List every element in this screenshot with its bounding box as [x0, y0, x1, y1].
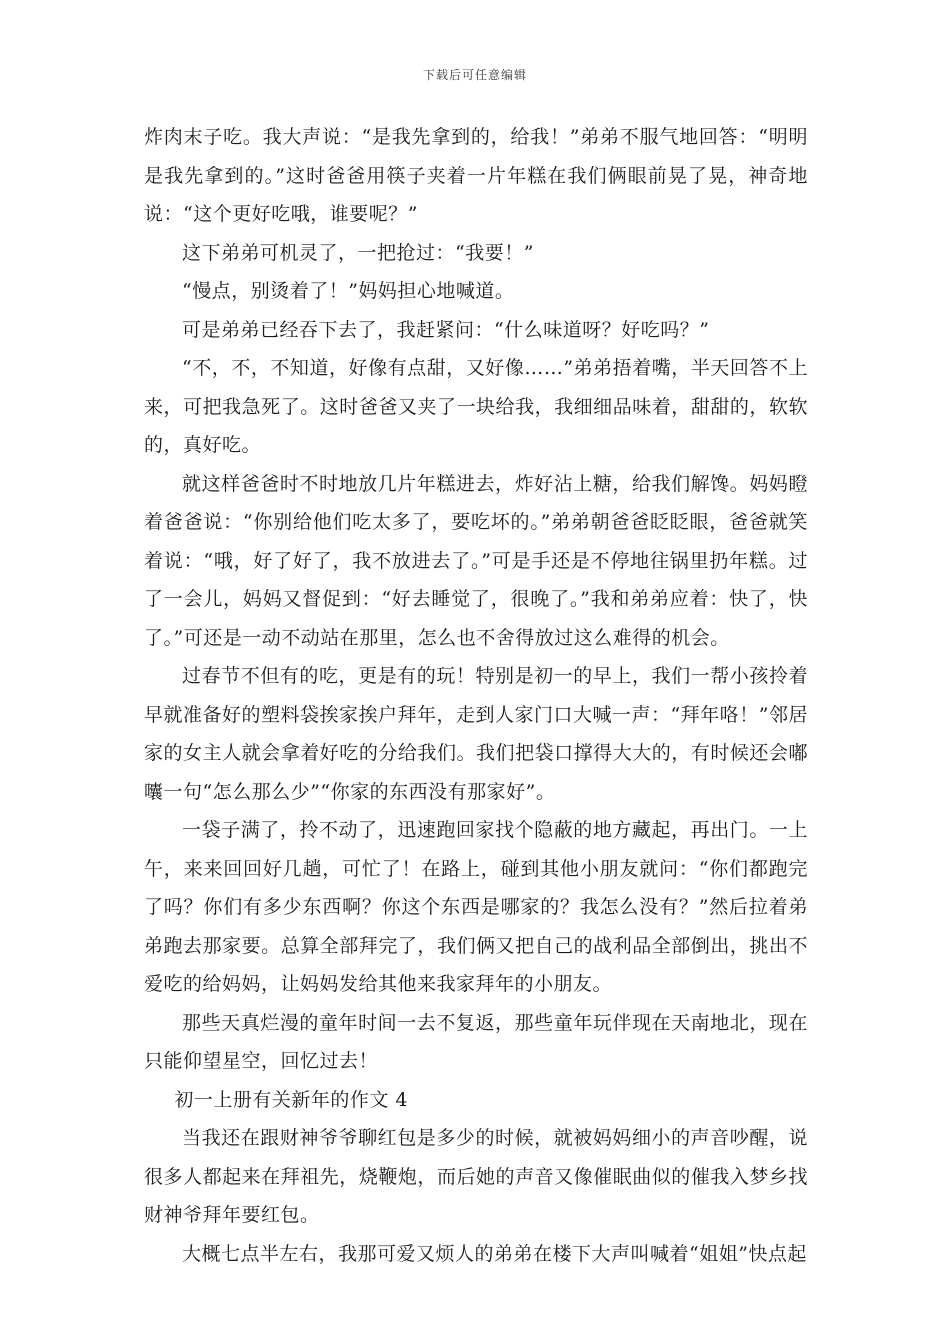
paragraph: 一袋子满了，拎不动了，迅速跑回家找个隐蔽的地方藏起，再出门。一上午，来来回回好几趟，可忙了！在路上，碰到其他小朋友就问：“你们都跑完了吗？你们有多少东西啊？你这个东西是哪家的？我怎么没有？”然后拉着弟弟跑去那家要。总算全部拜完了，我们俩又把自己的战利品全部倒出，挑出不爱吃的给妈妈，让妈妈发给其他来我家拜年的小朋友。	[144, 819, 808, 995]
paragraph: 可是弟弟已经吞下去了，我赶紧问：“什么味道呀？好吃吗？”	[182, 318, 710, 341]
section-heading: 初一上册有关新年的作文 4	[174, 1088, 409, 1111]
document-body	[144, 118, 808, 1273]
paragraph: “慢点，别烫着了！”妈妈担心地喊道。	[182, 280, 515, 302]
page-header: 下载后可任意编辑	[422, 68, 527, 82]
paragraph: “不，不，不知道，好像有点甜，又好像……”弟弟捂着嘴，半天回答不上来，可把我急死了。这时爸爸又夹了一块给我，我细细品味着，甜甜的，软软的，真好吃。	[144, 357, 808, 456]
paragraph: 就这样爸爸时不时地放几片年糕进去，炸好沾上糖，给我们解馋。妈妈瞪着爸爸说：“你别给他们吃太多了，要吃坏的。”弟弟朝爸爸眨眨眼，爸爸就笑着说：“哦，好了好了，我不放进去了。”可是手还是不停地往锅里扔年糕。过了一会儿，妈妈又督促到：“好去睡觉了，很晚了。”我和弟弟应着：快了，快了。”可还是一动不动站在那里，怎么也不舍得放过这么难得的机会。	[144, 472, 808, 649]
paragraph: 当我还在跟财神爷爷聊红包是多少的时候，就被妈妈细小的声音吵醒，说很多人都起来在拜祖先，烧鞭炮，而后她的声音又像催眠曲似的催我入梦乡找财神爷拜年要红包。	[144, 1127, 808, 1226]
paragraph: 那些天真烂漫的童年时间一去不复返，那些童年玩伴现在天南地北，现在只能仰望星空，回忆过去！	[144, 1011, 808, 1072]
paragraph: 大概七点半左右，我那可爱又烦人的弟弟在楼下大声叫喊着“姐姐”快点起	[182, 1242, 807, 1265]
paragraph: 这下弟弟可机灵了，一把抢过：“我要！”	[182, 241, 534, 264]
paragraph: 炸肉末子吃。我大声说：“是我先拿到的，给我！”弟弟不服气地回答：“明明是我先拿到的。”这时爸爸用筷子夹着一片年糕在我们俩眼前晃了晃，神奇地说：“这个更好吃哦，谁要呢？”	[144, 126, 808, 225]
paragraph: 过春节不但有的吃，更是有的玩！特别是初一的早上，我们一帮小孩拎着早就准备好的塑料袋挨家挨户拜年，走到人家门口大喊一声：“拜年咯！”邻居家的女主人就会拿着好吃的分给我们。我们把袋口撑得大大的，有时候还会嘟囔一句“怎么那么少”“你家的东西没有那家好”。	[144, 665, 808, 803]
